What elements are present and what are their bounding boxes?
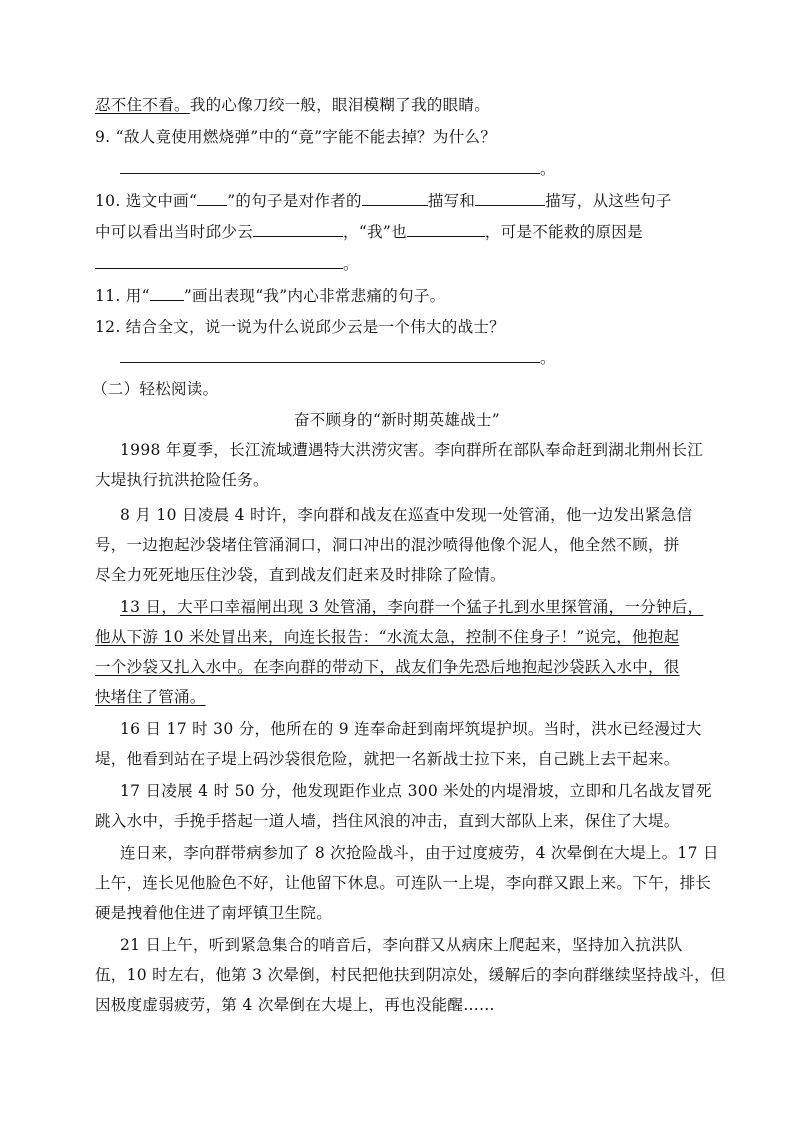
fill-blank[interactable] (95, 254, 343, 269)
paragraph-7-line: 21 日上午，听到紧急集合的哨音后，李向群又从病床上爬起来，坚持加入抗洪队 (120, 936, 683, 954)
underlined-sentence: 忍不住不看。 (95, 96, 190, 114)
paragraph-4-line: 堤，他看到站在子堤上码沙袋很危险，就把一名新战士拉下来，自己跳上去干起来。 (95, 750, 680, 768)
paragraph-7-line: 伍，10 时左右，他第 3 次晕倒，村民把他扶到阴凉处，缓解后的李向群继续坚持战斗，但 (95, 966, 726, 984)
paragraph-6-line: 连日来，李向群带病参加了 8 次抢险战斗，由于过度疲劳，4 次晕倒在大堤上。17 日 (120, 844, 719, 862)
question-10-line-3: 。 (95, 254, 705, 274)
answer-blank[interactable] (120, 348, 540, 363)
paragraph-1-line: 大堤执行抗洪抢险任务。 (95, 471, 269, 489)
paragraph-2-line: 号，一边抱起沙袋堵住管涌洞口，洞口冲出的混沙喷得他像个泥人，他全然不顾，拼 (95, 536, 680, 554)
question-9: 9. “敌人竟使用燃烧弹”中的“竟”字能不能去掉？为什么？ (95, 128, 497, 146)
paragraph-5-line: 17 日凌展 4 时 50 分，他发现距作业点 300 米处的内堤滑坡，立即和几名战友冒死 (120, 782, 712, 800)
mark-blank (150, 286, 184, 301)
paragraph-4-line: 16 日 17 时 30 分，他所在的 9 连奉命赶到南坪筑堤护坝。当时，洪水已经漫过大 (120, 720, 702, 738)
answer-blank[interactable] (120, 159, 540, 174)
paragraph-7-line: 因极度虚弱疲劳，第 4 次晕倒在大堤上，再也没能醒…… (95, 996, 495, 1014)
fill-blank[interactable] (362, 191, 428, 206)
paragraph-3-line: 快堵住了管涌。 (95, 688, 206, 706)
passage-tail (95, 95, 705, 115)
passage-title: 奋不顾身的“新时期英雄战士” (293, 411, 501, 429)
tail-text: 我的心像刀绞一般，眼泪模糊了我的眼睛。 (189, 96, 491, 114)
fill-blank[interactable] (475, 191, 545, 206)
paragraph-6-line: 硬是拽着他住进了南坪镇卫生院。 (95, 904, 333, 922)
fill-blank[interactable] (253, 222, 343, 237)
paragraph-2-line: 尽全力死死地压住沙袋，直到战友们赶来及时排除了险情。 (95, 566, 506, 584)
paragraph-6-line: 上午，连长见他脸色不好，让他留下休息。可连队一上堤，李向群又跟上来。下午，排长 (95, 874, 712, 892)
answer-line-12[interactable]: 。 (120, 348, 730, 368)
paragraph-2-line: 8 月 10 日凌晨 4 时许，李向群和战友在巡查中发现一处管涌，他一边发出紧急信 (120, 506, 693, 524)
question-10-line-1: 10. 选文中画“ ”的句子是对作者的 描写和 描写，从这些句子 (95, 192, 672, 210)
answer-line-9[interactable]: 。 (120, 159, 730, 179)
paragraph-1-line: 1998 年夏季，长江流域遭遇特大洪涝灾害。李向群所在部队奉命赶到湖北荆州长江 (120, 441, 704, 459)
fill-blank[interactable] (407, 222, 485, 237)
question-12: 12. 结合全文，说一说为什么说邱少云是一个伟大的战士？ (95, 318, 505, 336)
paragraph-5-line: 跳入水中，手挽手搭起一道人墙，挡住风浪的冲击，直到大部队上来，保住了大堤。 (95, 812, 680, 830)
mark-blank (197, 191, 227, 206)
section-heading: （二）轻松阅读。 (92, 380, 219, 398)
paragraph-3-line: 一个沙袋又扎入水中。在李向群的带动下，战友们争先恐后地抱起沙袋跃入水中，很 (95, 658, 680, 676)
question-10-line-2: 中可以看出当时邱少云 ，“我”也 ，可是不能救的原因是 (95, 223, 643, 241)
paragraph-3-line: 13 日，大平口幸福闸出现 3 处管涌，李向群一个猛子扎到水里探管涌，一分钟后， (120, 598, 704, 616)
question-11: 11. 用“ ”画出表现“我”内心非常悲痛的句子。 (95, 287, 446, 305)
paragraph-3-line: 他从下游 10 米处冒出来，向连长报告：“水流太急，控制不住身子！”说完，他抱起 (95, 628, 680, 646)
